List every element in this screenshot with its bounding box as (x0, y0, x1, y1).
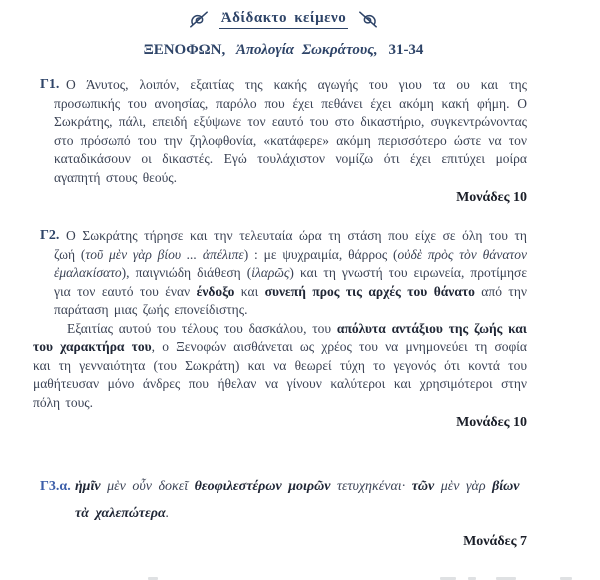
text-run: Εξαιτίας αυτού του τέλους του δασκάλου, του (67, 320, 337, 336)
text-run: ένδοξο (196, 283, 235, 299)
text-run: τοῦ μὲν γὰρ βίου ... ἀπέλιπε (85, 246, 244, 262)
work-title: Ἀπολογία Σωκράτους, (236, 42, 378, 58)
text-run: , ο Ξενοφών αισθάνεται ως χρέος του να μνημονεύει τη σοφία και τη γενναιότητα (του Σωκράτη) και να θεωρεί τύχη το γεγονός ότι κοντά του μαθήτευσαν μόνο άνδρες που ήθελαν να γίνουν καλύτεροι και χρησιμότεροι στην πόλη τους. (33, 339, 527, 410)
text-run: . (165, 506, 170, 521)
text-run: τῶν (411, 479, 435, 494)
question-g1 (40, 76, 527, 206)
question-g1-body (54, 76, 527, 187)
question-g2-text-1 (54, 227, 527, 320)
text-run: ) : με ψυχραιμία, θάρρος ( (243, 246, 398, 262)
question-g3a-label: Γ3.α. (40, 479, 71, 494)
ornament-right-icon (358, 11, 378, 28)
text-run: οὐδὲ πρὸς τὸν θάνατον ἐμαλακίσατο (54, 246, 528, 280)
question-g3a-points: Μονάδες 7 (463, 534, 527, 549)
text-run: θεοφιλεστέρων μοιρῶν (194, 479, 331, 494)
text-run: από την παράταση μιας ζωής επονείδιστης. (54, 283, 527, 317)
question-g2-text-2 (33, 320, 527, 413)
section-title-text: Ἀδίδακτο κείμενο (219, 10, 348, 29)
text-run: μὲν οὖν δοκεῖ (100, 479, 195, 494)
question-g2 (33, 227, 528, 431)
question-g2-label: Γ2. (40, 228, 60, 243)
text-run: βίων τὰ χαλεπώτερα (75, 479, 520, 521)
question-g1-text (54, 76, 527, 187)
ornament-left-icon (189, 11, 209, 28)
text-run: μὲν γὰρ (434, 479, 493, 494)
section-title (40, 10, 527, 29)
question-g3a (40, 473, 527, 550)
question-g1-points: Μονάδες 10 (456, 190, 527, 205)
text-run: και (234, 283, 265, 299)
text-run: Ο Σωκράτης τήρησε και την τελευταία ώρα τη στάση που είχε σε όλη του τη ζωή ( (54, 228, 527, 262)
author-name: ΞΕΝΟΦΩΝ, (143, 42, 226, 58)
question-g3a-body (75, 473, 527, 527)
text-run: απόλυτα αντάξιου της ζωής και του χαρακτήρα του (33, 320, 527, 354)
source-heading (40, 42, 527, 59)
cutoff-next-line (0, 575, 600, 580)
text-run: ἡμῖν (75, 479, 101, 494)
text-run: συνεπή προς τις αρχές του θάνατο (264, 283, 475, 299)
question-g3a-text (75, 473, 527, 527)
text-run: ) και τη γνωστή του ειρωνεία, προτίμησε για τον εαυτό του έναν (54, 265, 527, 299)
question-g2-points: Μονάδες 10 (456, 415, 527, 430)
passage-range: 31-34 (388, 42, 424, 58)
text-run: Ο Άνυτος, λοιπόν, εξαιτίας της κακής αγωγής του γιου τα ου και της προσωπικής του ανοησίας, παρόλο που έχει πεθάνει έχει ακόμη κακή φήμη. Ο Σωκράτης, πάλι, επειδή εξύψωνε τον εαυτό του στο δικαστήριο, συγκεντρώνοντας στο πρόσωπό του την ζηλοφθονία, «κατάφερε» ακόμη περισσότερο ώστε να τον καταδικάσουν οι δικαστές. Εγώ τουλάχιστον νομίζω ότι έχει επιτύχει μοίρα αγαπητή στους θεούς. (54, 77, 527, 185)
text-run: ), παιγνιώδη διάθεση ( (121, 265, 252, 280)
text-run: τετυχηκέναι· (330, 479, 412, 494)
question-g1-label: Γ1. (40, 77, 60, 92)
text-run: ἱλαρῶς (251, 265, 290, 280)
